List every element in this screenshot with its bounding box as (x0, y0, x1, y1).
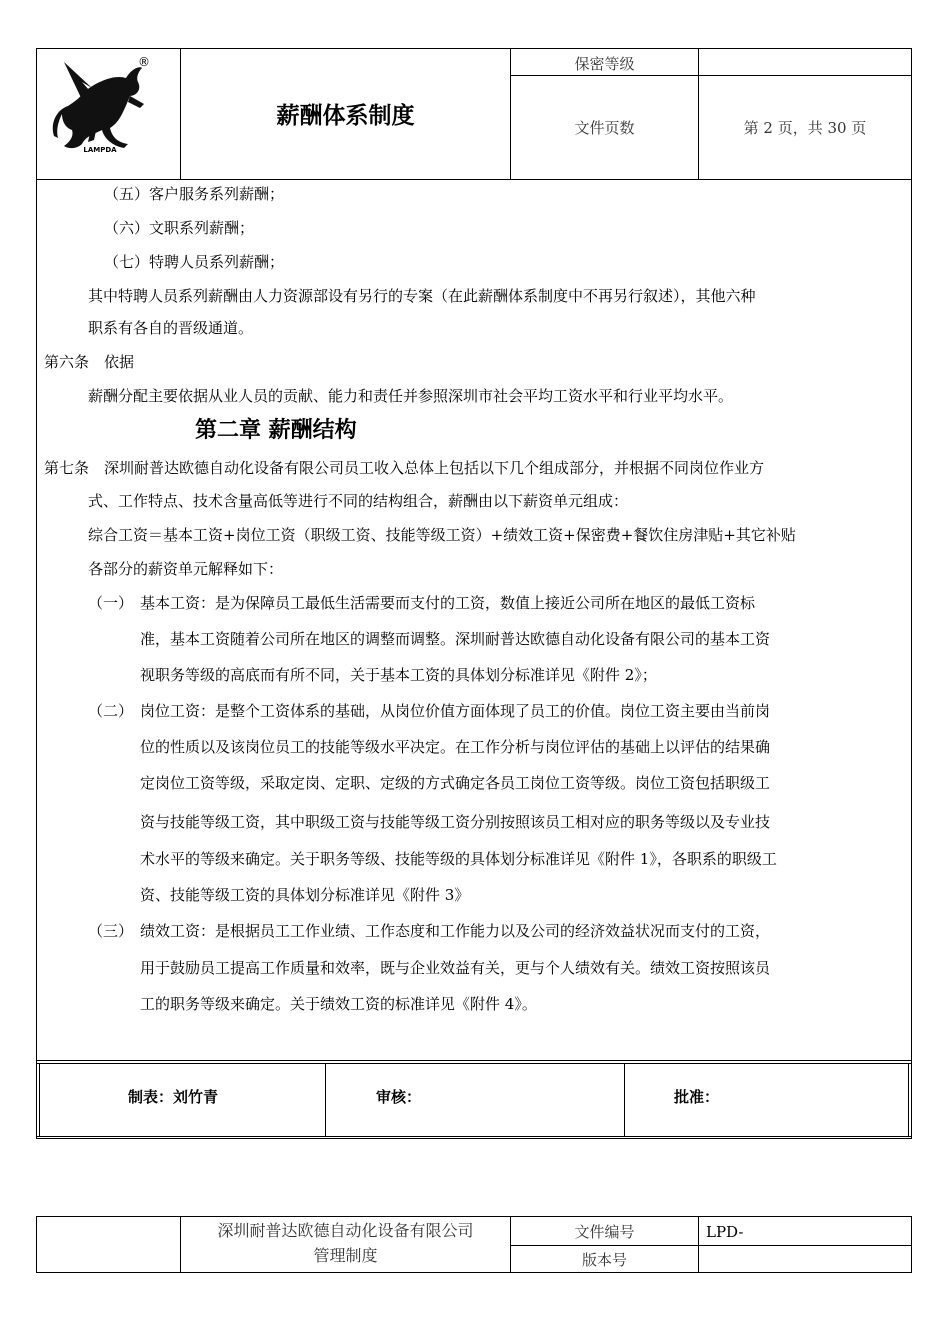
section-line: 绩效工资：是根据员工工作业绩、工作态度和工作能力以及公司的经济效益状况而支付的工资， (140, 922, 771, 940)
approved-by: 批准： (674, 1088, 720, 1106)
salary-formula: 综合工资＝基本工资+岗位工资（职级工资、技能等级工资）+绩效工资+保密费+餐饮住房津贴+其它补贴 (88, 526, 796, 544)
chapter-heading: 第二章 薪酬结构 (195, 417, 357, 443)
confidential-label: 保密等级 (574, 55, 635, 73)
article-7-line: 式、工作特点、技术含量高低等进行不同的结构组合，薪酬由以下薪资单元组成： (88, 492, 629, 510)
section-number: （二） (88, 702, 134, 720)
section-line: 资、技能等级工资的具体划分标准详见《附件 3》 (140, 886, 470, 904)
list-item: （五）客户服务系列薪酬； (104, 185, 285, 203)
section-line: 准，基本工资随着公司所在地区的调整而调整。深圳耐普达欧德自动化设备有限公司的基本工资 (140, 630, 771, 648)
list-item: （六）文职系列薪酬； (104, 219, 255, 237)
footer-company: 深圳耐普达欧德自动化设备有限公司 (217, 1221, 474, 1240)
article-6-heading: 第六条 依据 (44, 353, 135, 371)
registered-mark: ® (138, 55, 150, 69)
doc-number-value: LPD- (706, 1223, 744, 1241)
section-line: 岗位工资：是整个工资体系的基础，从岗位价值方面体现了员工的价值。岗位工资主要由当前岗 (140, 702, 771, 720)
doc-title: 薪酬体系制度 (276, 102, 415, 129)
pages-label: 文件页数 (574, 119, 635, 137)
explain-intro: 各部分的薪资单元解释如下： (88, 560, 284, 578)
section-line: 定岗位工资等级，采取定岗、定职、定级的方式确定各员工岗位工资等级。岗位工资包括职级工 (140, 774, 771, 792)
section-number: （三） (88, 922, 134, 940)
section-line: 工的职务等级来确定。关于绩效工资的标准详见《附件 4》。 (140, 995, 537, 1013)
footer-system: 管理制度 (313, 1246, 378, 1265)
paragraph-line: 其中特聘人员系列薪酬由人力资源部设有另行的专案（在此薪酬体系制度中不再另行叙述），其他六种 (88, 287, 756, 305)
section-line: 位的性质以及该岗位员工的技能等级水平决定。在工作分析与岗位评估的基础上以评估的结果确 (140, 738, 771, 756)
section-line: 视职务等级的高底而有所不同，关于基本工资的具体划分标准详见《附件 2》； (140, 666, 657, 684)
doc-number-label: 文件编号 (574, 1223, 635, 1241)
section-line: 术水平的等级来确定。关于职务等级、技能等级的具体划分标准详见《附件 1》，各职系的职级工 (140, 850, 777, 868)
prepared-by: 制表：刘竹青 (128, 1088, 219, 1106)
company-logo (44, 52, 156, 156)
list-item: （七）特聘人员系列薪酬； (104, 253, 285, 271)
section-line: 资与技能等级工资，其中职级工资与技能等级工资分别按照该员工相对应的职务等级以及专业技 (140, 813, 771, 831)
reviewed-by: 审核： (376, 1088, 422, 1106)
logo-text: LAMPDA (83, 146, 117, 154)
section-line: 基本工资：是为保障员工最低生活需要而支付的工资，数值上接近公司所在地区的最低工资标 (140, 594, 756, 612)
pegasus-logo-icon (44, 52, 156, 156)
version-label: 版本号 (581, 1251, 627, 1269)
section-line: 用于鼓励员工提高工作质量和效率，既与企业效益有关，更与个人绩效有关。绩效工资按照该员 (140, 959, 771, 977)
paragraph-line: 职系有各自的晋级通道。 (88, 319, 254, 337)
article-7-line: 第七条 深圳耐普达欧德自动化设备有限公司员工收入总体上包括以下几个组成部分，并根据不同岗位作业方 (44, 459, 765, 477)
section-number: （一） (88, 594, 134, 612)
article-6-text: 薪酬分配主要依据从业人员的贡献、能力和责任并参照深圳市社会平均工资水平和行业平均水平。 (88, 387, 734, 405)
pages-value: 第 2 页，共 30 页 (743, 119, 867, 137)
